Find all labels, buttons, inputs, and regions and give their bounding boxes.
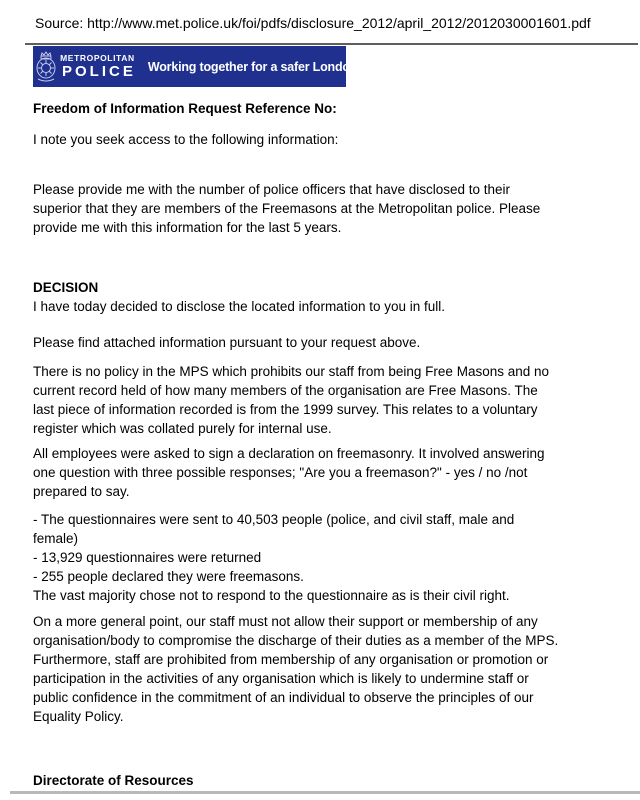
attached-line: Please find attached information pursuant to your request above. — [33, 335, 421, 350]
decision-heading: DECISION — [33, 280, 99, 295]
general-line: Furthermore, staff are prohibited from membership of any organisation or promotion or — [33, 652, 549, 667]
org-name-block — [59, 46, 136, 87]
policy-paragraph — [33, 362, 618, 438]
figures-line: - The questionnaires were sent to 40,503 people (police, and civil staff, male and — [33, 512, 515, 527]
general-line: Equality Policy. — [33, 709, 124, 724]
general-line: On a more general point, our staff must not allow their support or membership of any — [33, 614, 538, 629]
org-name-bottom: POLICE — [62, 63, 136, 81]
declaration-line: prepared to say. — [33, 484, 130, 499]
figures-paragraph — [33, 510, 618, 605]
declaration-line: one question with three possible responses; "Are you a freemason?" - yes / no /not — [33, 465, 528, 480]
met-police-crest-icon — [33, 50, 59, 84]
footer-rule — [10, 791, 640, 794]
figures-line: - 255 people declared they were freemasons. — [33, 569, 304, 584]
declaration-line: All employees were asked to sign a declaration on freemasonry. It involved answering — [33, 446, 545, 461]
decision-block — [33, 278, 618, 316]
request-paragraph — [33, 180, 618, 237]
figures-line: female) — [33, 531, 79, 546]
signoff-heading: Directorate of Resources — [33, 773, 194, 788]
header-rule — [25, 43, 638, 45]
general-line: participation in the activities of any organisation which is likely to undermine staff or — [33, 671, 529, 686]
policy-line: register which was collated purely for internal use. — [33, 421, 332, 436]
request-line: Please provide me with the number of police officers that have disclosed to their — [33, 182, 511, 197]
met-police-banner — [33, 46, 358, 87]
request-line: provide me with this information for the last 5 years. — [33, 220, 342, 235]
banner-tagline: Working together for a safer London — [147, 59, 358, 74]
figures-line: - 13,929 questionnaires were returned — [33, 550, 262, 565]
org-name-top: METROPOLITAN — [60, 52, 135, 63]
general-line: organisation/body to compromise the discharge of their duties as a member of the MPS. — [33, 633, 559, 648]
intro-line: I note you seek access to the following information: — [33, 132, 339, 147]
general-paragraph — [33, 612, 618, 726]
crest-cell — [33, 46, 59, 87]
policy-line: last piece of information recorded is from the 1999 survey. This relates to a voluntary — [33, 402, 538, 417]
policy-line: There is no policy in the MPS which prohibits our staff from being Free Masons and no — [33, 364, 550, 379]
figures-line: The vast majority chose not to respond to the questionnaire as is their civil right. — [33, 588, 510, 603]
request-line: superior that they are members of the Freemasons at the Metropolitan police. Please — [33, 201, 541, 216]
policy-line: current record held of how many members of the organisation are Free Masons. The — [33, 383, 538, 398]
source-url-text: Source: http://www.met.police.uk/foi/pdfs/disclosure_2012/april_2012/2012030001601.pdf — [35, 15, 591, 31]
reference-heading: Freedom of Information Request Reference No: — [33, 101, 337, 116]
general-line: public confidence in the commitment of an individual to observe the principles of our — [33, 690, 534, 705]
declaration-paragraph — [33, 444, 618, 501]
tagline-cell — [136, 46, 357, 87]
decision-line: I have today decided to disclose the located information to you in full. — [33, 299, 446, 314]
